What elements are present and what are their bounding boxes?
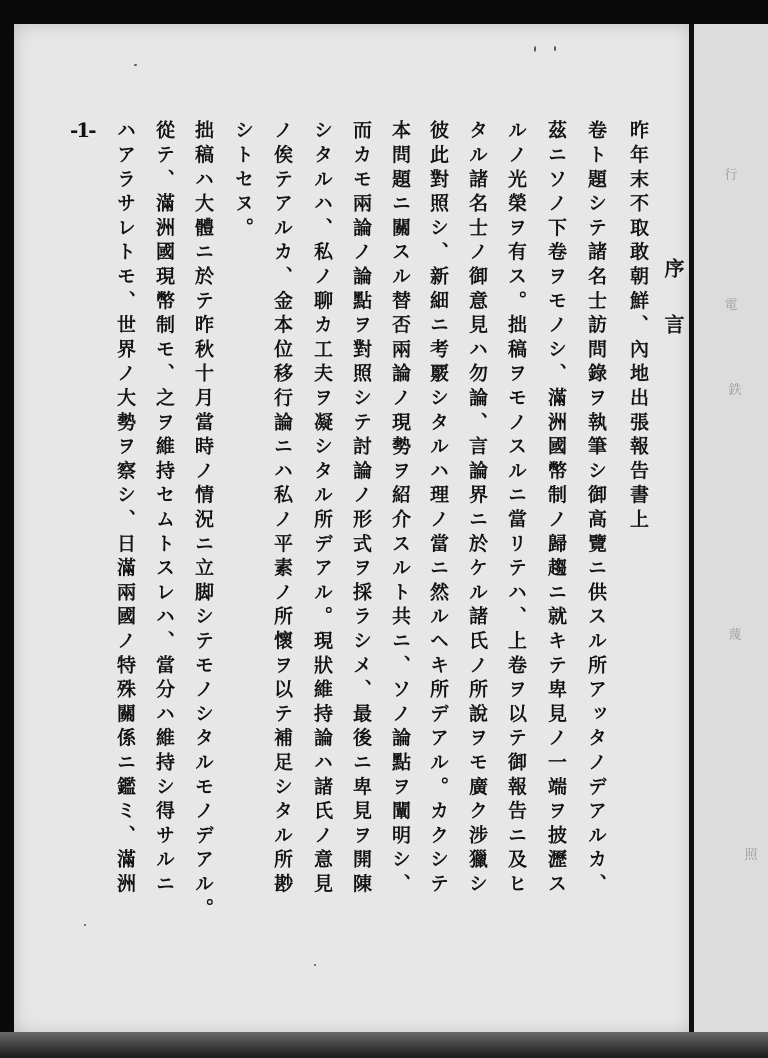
bleed-through-text: 行 [724,168,738,183]
text-column: シトセヌ。 [232,120,254,242]
text-column: ノ俟テアルカ、金本位移行論ニハ私ノ平素ノ所懷ヲ以テ補足シタル所尠 [271,120,293,898]
text-column: 昨年末不取敢朝鮮、內地出張報告書上 [627,120,649,534]
text-column: 拙稿ハ大體ニ於テ昨秋十月當時ノ情況ニ立脚シテモノシタルモノデアル。 [192,120,214,922]
scan-speck [314,964,316,966]
scan-border-left [0,0,14,1058]
scan-speck [84,924,86,926]
text-column: ルノ光榮ヲ有ス。拙稿ヲモノスルニ當リテハ、上卷ヲ以テ御報告ニ及ヒ [505,120,527,898]
bleed-through-text: 蔑 [728,628,742,643]
text-column: 從テ、滿洲國現幣制モ、之ヲ維持セムトスレハ、當分ハ維持シ得サルニ [153,120,175,898]
text-column: 彼此對照シ、新細ニ考覈シタルハ理ノ當ニ然ルヘキ所デアル。カクシテ [427,120,449,898]
bleed-through-text: 鉄 [728,383,742,398]
text-column: タル諸名士ノ御意見ハ勿論、言論界ニ於ケル諸氏ノ所說ヲモ廣ク涉獵シ [466,120,488,898]
text-column: 本問題ニ關スル替否兩論ノ現勢ヲ紹介スルト共ニ、ソノ論點ヲ闡明シ、 [389,120,411,898]
page-number: -1- [70,118,95,142]
adjacent-page-edge [694,24,768,1034]
scan-speck [554,46,556,51]
scan-border-top [0,0,768,24]
text-column: 而カモ兩論ノ論點ヲ對照シテ討論ノ形式ヲ採ラシメ、最後ニ卑見ヲ開陳 [350,120,372,898]
text-column: シタルハ、私ノ聊カ工夫ヲ凝シタル所デアル。現狀維持論ハ諸氏ノ意見 [311,120,333,898]
text-column: ハアラサレトモ、世界ノ大勢ヲ察シ、日滿兩國ノ特殊關係ニ鑑ミ、滿洲 [114,120,136,898]
scan-border-bottom [0,1032,768,1058]
scan-speck [134,64,137,66]
document-page [14,24,692,1034]
bleed-through-text: 電 [724,298,738,313]
bleed-through-text: 照 [744,848,758,863]
scan-speck [534,46,536,52]
text-column: 卷ト題シテ諸名士訪問錄ヲ執筆シ御高覽ニ供スル所アッタノデアルカ、 [585,120,607,898]
page-title: 序言 [661,258,685,370]
text-column: 茲ニソノ下卷ヲモノシ、滿洲國幣制ノ歸趨ニ就キテ卑見ノ一端ヲ披瀝ス [545,120,567,898]
